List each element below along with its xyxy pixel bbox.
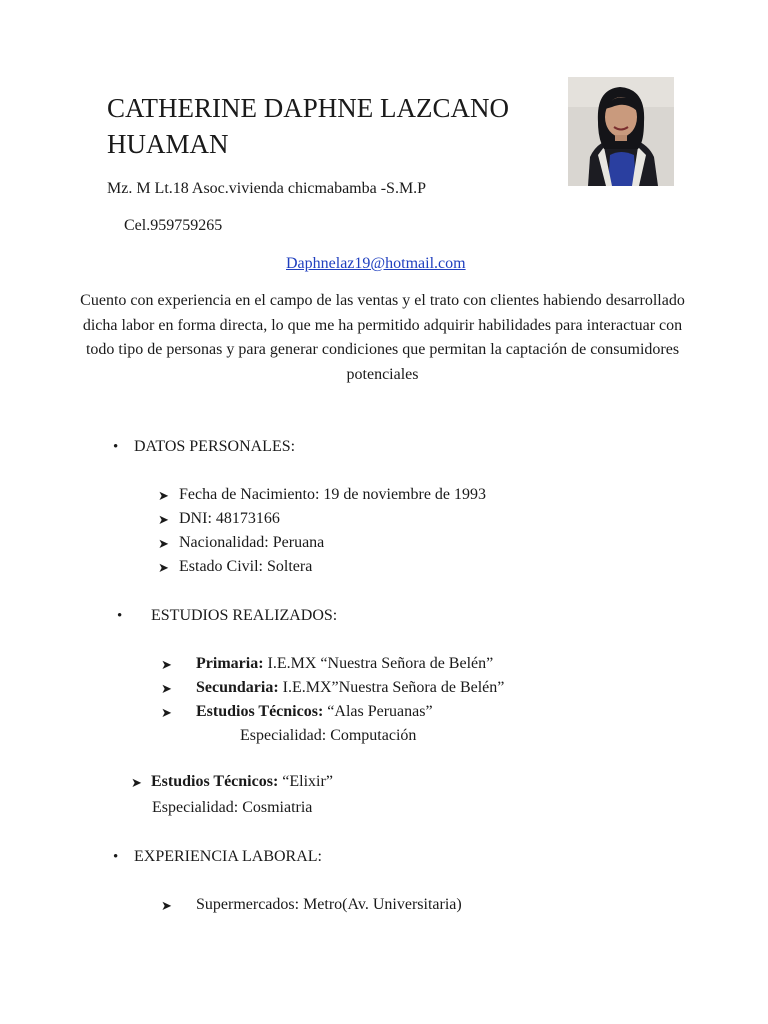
section-title-personal: DATOS PERSONALES:: [134, 438, 296, 455]
experience-item: Supermercados: Metro(Av. Universitaria): [196, 896, 462, 913]
personal-item: Fecha de Nacimiento: 19 de noviembre de 1993: [179, 486, 487, 503]
study-value: I.E.MX”Nuestra Señora de Belén”: [278, 679, 505, 696]
study-label: Estudios Técnicos:: [196, 703, 324, 720]
study-label: Estudios Técnicos:: [151, 773, 279, 790]
study-value: “Alas Peruanas”: [323, 703, 433, 720]
address: Mz. M Lt.18 Asoc.vivienda chicmabamba -S.M.P: [107, 180, 427, 197]
arrow-marker: ➤: [158, 512, 169, 527]
study-value: I.E.MX “Nuestra Señora de Belén”: [263, 655, 494, 672]
study-item: [196, 655, 493, 673]
study-item: [196, 703, 433, 721]
arrow-marker: ➤: [161, 681, 172, 696]
profile-summary: Cuento con experiencia en el campo de las ventas y el trato con clientes habiendo desarrollado dicha labor en forma directa, lo que me ha permitido adquirir habilidades para interactuar con todo tipo de personas y para generar condiciones que permitan la captación de consumidores potenciales: [80, 292, 685, 383]
arrow-marker: ➤: [161, 898, 172, 913]
section-title-studies: ESTUDIOS REALIZADOS:: [151, 607, 338, 624]
arrow-marker: ➤: [161, 705, 172, 720]
personal-item: Nacionalidad: Peruana: [179, 534, 325, 551]
phone-number: Cel.959759265: [124, 217, 223, 234]
study-specialty: Especialidad: Computación: [240, 727, 417, 744]
study-value: “Elixir”: [278, 773, 333, 790]
personal-item: DNI: 48173166: [179, 510, 280, 527]
email-link[interactable]: Daphnelaz19@hotmail.com: [286, 255, 466, 272]
arrow-marker: ➤: [158, 488, 169, 503]
section-bullet: •: [113, 439, 119, 455]
study-label: Primaria:: [196, 655, 264, 672]
study-item: [196, 679, 504, 697]
profile-photo: [568, 77, 674, 186]
candidate-name: CATHERINE DAPHNE LAZCANO HUAMAN: [107, 93, 509, 159]
arrow-marker: ➤: [158, 560, 169, 575]
section-bullet: •: [117, 608, 123, 624]
arrow-marker: ➤: [161, 657, 172, 672]
study-item: [151, 773, 333, 791]
study-label: Secundaria:: [196, 679, 279, 696]
arrow-marker: ➤: [158, 536, 169, 551]
section-bullet: •: [113, 849, 119, 865]
personal-item: Estado Civil: Soltera: [179, 558, 313, 575]
study-specialty: Especialidad: Cosmiatria: [152, 799, 313, 816]
arrow-marker: ➤: [131, 775, 142, 790]
section-title-experience: EXPERIENCIA LABORAL:: [134, 848, 322, 865]
